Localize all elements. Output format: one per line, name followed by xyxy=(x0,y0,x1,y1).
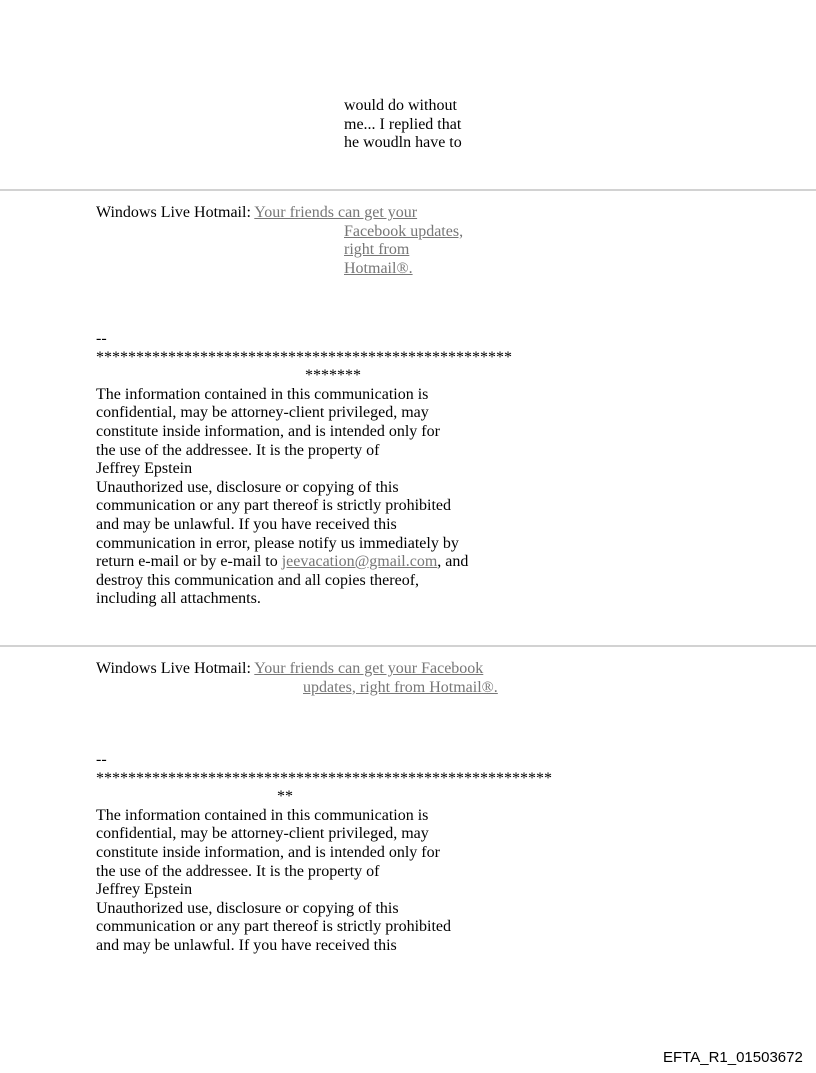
hotmail-promo-link[interactable]: Your friends can get your xyxy=(254,204,418,221)
email-address-link[interactable]: jeevacation@gmail.com xyxy=(281,553,438,571)
text-segment: , and xyxy=(437,553,469,571)
text-line: Jeffrey Epstein xyxy=(96,881,193,899)
hotmail-promo-link[interactable]: Hotmail®. xyxy=(344,259,413,277)
text-line: Unauthorized use, disclosure or copying of this xyxy=(96,899,399,917)
promo-line xyxy=(96,204,463,223)
promo-label: Windows Live Hotmail: xyxy=(96,660,251,677)
promo-line xyxy=(303,679,498,698)
promo-label: Windows Live Hotmail: xyxy=(96,204,251,221)
confidentiality-disclaimer-1 xyxy=(96,386,512,609)
promo-line xyxy=(344,223,463,242)
signature-dashes: -- xyxy=(96,751,107,768)
text-line: me... I replied that xyxy=(344,115,462,133)
promo-line xyxy=(344,260,463,279)
text-line: including all attachments. xyxy=(96,590,261,608)
signature-stars-row-2: ******* xyxy=(305,367,361,385)
text-line: communication or any part thereof is strictly prohibited xyxy=(96,918,452,936)
text-line: communication in error, please notify us immediately by xyxy=(96,534,459,552)
text-line: would do without xyxy=(344,97,457,114)
bates-number: EFTA_R1_01503672 xyxy=(663,1049,803,1066)
email-body-fragment xyxy=(344,97,462,153)
text-line: the use of the addressee. It is the property of xyxy=(96,862,380,880)
text-line: constitute inside information, and is intended only for xyxy=(96,843,440,861)
text-line: Unauthorized use, disclosure or copying of this xyxy=(96,478,399,496)
text-line: constitute inside information, and is intended only for xyxy=(96,422,440,440)
text-line xyxy=(96,553,512,572)
text-line: and may be unlawful. If you have received this xyxy=(96,936,397,954)
text-line: destroy this communication and all copies thereof, xyxy=(96,571,420,589)
signature-stars-row-2: ** xyxy=(277,788,293,806)
text-line: he woudln have to xyxy=(344,134,462,152)
signature-dashes: -- xyxy=(96,330,107,347)
section-divider xyxy=(0,645,816,647)
confidentiality-disclaimer-2 xyxy=(96,807,552,956)
email-signature-1 xyxy=(96,330,512,609)
text-line: confidential, may be attorney-client privileged, may xyxy=(96,404,429,422)
section-divider xyxy=(0,189,816,191)
signature-stars-row-1: ********************************************************* xyxy=(96,769,552,787)
text-line: and may be unlawful. If you have received this xyxy=(96,515,397,533)
hotmail-promo-link[interactable]: Facebook updates, xyxy=(344,222,464,240)
text-line: confidential, may be attorney-client privileged, may xyxy=(96,825,429,843)
hotmail-promo-link[interactable]: updates, right from Hotmail®. xyxy=(303,678,498,696)
signature-stars-row-1: **************************************************** xyxy=(96,348,512,366)
hotmail-promo-2 xyxy=(96,660,498,697)
promo-line xyxy=(96,660,498,679)
hotmail-promo-link[interactable]: right from xyxy=(344,241,410,259)
email-signature-2 xyxy=(96,751,552,956)
text-line: The information contained in this communication is xyxy=(96,385,429,403)
promo-line xyxy=(344,241,463,260)
text-segment: return e-mail or by e-mail to xyxy=(96,553,282,571)
hotmail-promo-link[interactable]: Your friends can get your Facebook xyxy=(254,660,484,677)
text-line: Jeffrey Epstein xyxy=(96,460,193,478)
text-line: the use of the addressee. It is the property of xyxy=(96,441,380,459)
text-line: communication or any part thereof is strictly prohibited xyxy=(96,497,452,515)
hotmail-promo-1 xyxy=(96,204,463,278)
text-line: The information contained in this communication is xyxy=(96,806,429,824)
